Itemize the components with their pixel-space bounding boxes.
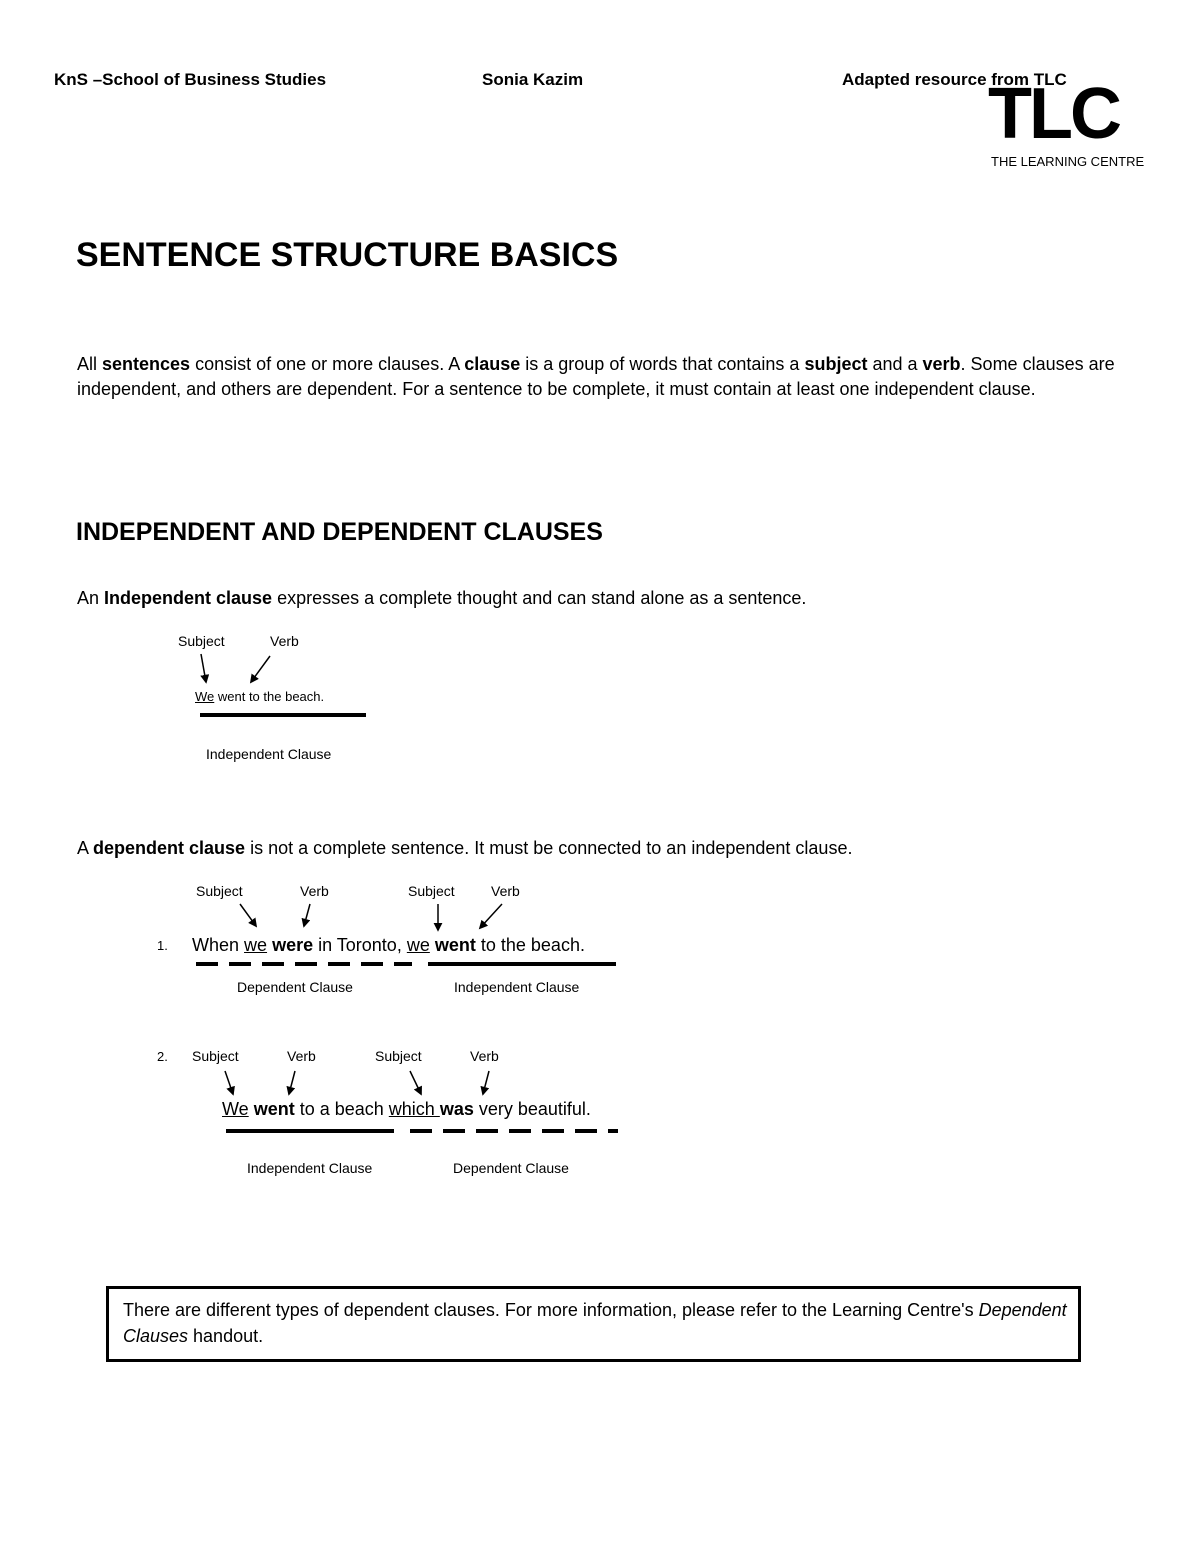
example-sentence: We went to the beach. — [195, 689, 325, 704]
clause-label: Dependent Clause — [453, 1160, 569, 1176]
verb-arrow — [480, 904, 502, 928]
tlc-logo-subtitle: THE LEARNING CENTRE — [991, 154, 1145, 169]
subject-label: Subject — [192, 1048, 239, 1064]
verb-arrow — [304, 904, 310, 926]
clause-label: Independent Clause — [247, 1160, 373, 1176]
header-author: Sonia Kazim — [482, 70, 584, 89]
clause-label: Independent Clause — [454, 979, 580, 995]
verb-label: Verb — [470, 1048, 499, 1064]
header-organization: KnS –School of Business Studies — [54, 70, 327, 89]
intro-paragraph: All sentences consist of one or more clauses. A clause is a group of words that contains a subject and a verb. Some clauses are independent, and others are dependent. For a sentence to be complete, it must contain at least one independent clause. — [77, 354, 1115, 399]
example-sentence: When we were in Toronto, we went to the beach. — [192, 935, 585, 955]
independent-definition: An Independent clause expresses a complete thought and can stand alone as a sentence. — [77, 588, 807, 608]
note-text: There are different types of dependent clauses. For more information, please refer to the Learning Centre's Dependent Clauses handout. — [123, 1300, 1067, 1346]
example-number: 1. — [157, 938, 168, 953]
header-source: Adapted resource from TLC — [842, 70, 1067, 89]
tlc-logo: TLC — [988, 74, 1119, 154]
example-sentence: We went to a beach which was very beautiful. — [222, 1099, 591, 1119]
verb-arrow — [251, 656, 270, 682]
clause-label: Independent Clause — [206, 746, 332, 762]
verb-label: Verb — [287, 1048, 316, 1064]
clause-label: Dependent Clause — [237, 979, 353, 995]
subject-label: Subject — [408, 883, 455, 899]
section-heading: INDEPENDENT AND DEPENDENT CLAUSES — [76, 518, 603, 546]
subject-arrow — [225, 1071, 233, 1094]
verb-arrow — [289, 1071, 295, 1094]
subject-label: Subject — [375, 1048, 422, 1064]
verb-label: Verb — [270, 633, 299, 649]
example-number: 2. — [157, 1049, 168, 1064]
subject-arrow — [410, 1071, 421, 1094]
subject-label: Subject — [178, 633, 225, 649]
subject-arrow — [201, 654, 206, 682]
subject-label: Subject — [196, 883, 243, 899]
verb-label: Verb — [491, 883, 520, 899]
page-title: SENTENCE STRUCTURE BASICS — [76, 236, 619, 274]
subject-arrow — [240, 904, 256, 926]
verb-arrow — [483, 1071, 489, 1094]
verb-label: Verb — [300, 883, 329, 899]
dependent-definition: A dependent clause is not a complete sentence. It must be connected to an independent clause. — [77, 838, 853, 858]
